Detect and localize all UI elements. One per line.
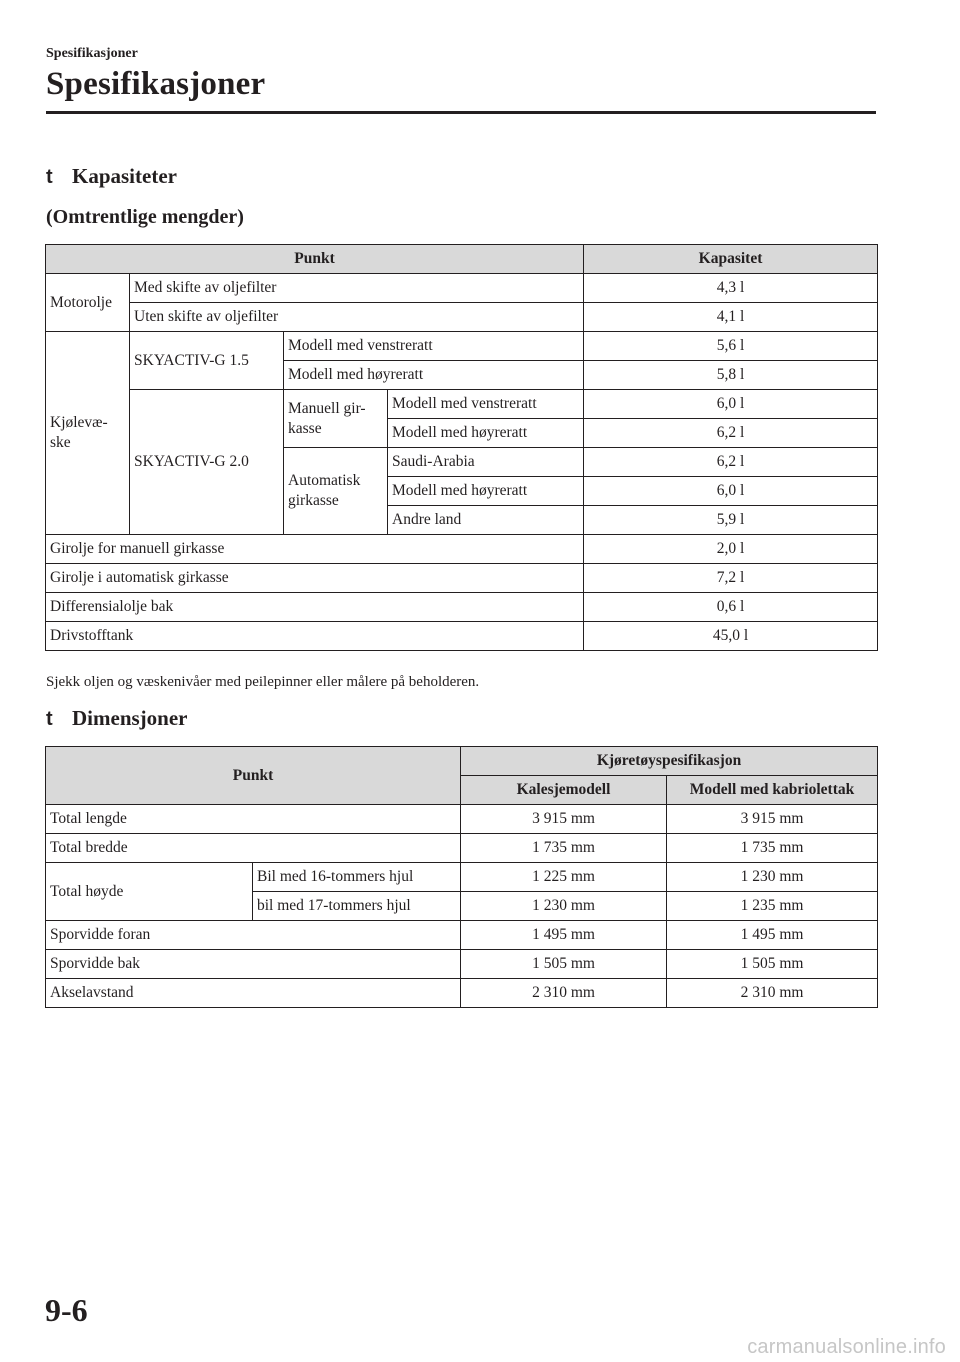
row-label: Bil med 16-tommers hjul [253,863,461,892]
row-value: 1 505 mm [461,950,667,979]
row-value: 1 230 mm [461,892,667,921]
row-value: 6,0 l [584,390,878,419]
table-row [46,332,878,361]
row-value: 7,2 l [584,564,878,593]
capacities-subtitle: (Omtrentlige mengder) [46,206,244,228]
row-value: 5,9 l [584,506,878,535]
coolant-label: Kjølevæ- ske [46,332,130,535]
row-value: 1 735 mm [667,834,878,863]
row-value: 5,6 l [584,332,878,361]
row-value: 3 915 mm [461,805,667,834]
dimensions-table [45,746,878,1008]
capacities-note: Sjekk oljen og væskenivåer med peilepinner eller målere på beholderen. [46,674,480,690]
table-row [46,921,878,950]
capacities-title: Kapasiteter [72,164,177,188]
row-label: Drivstofftank [46,622,584,651]
row-label: Girolje for manuell girkasse [46,535,584,564]
table-row [46,593,878,622]
row-value: 1 225 mm [461,863,667,892]
row-value: 2,0 l [584,535,878,564]
row-label: Sporvidde foran [46,921,461,950]
row-value: 2 310 mm [461,979,667,1008]
transmission-label: Manuell gir- kasse [284,390,388,448]
row-label: Akselavstand [46,979,461,1008]
table-row [46,863,878,892]
page-title: Spesifikasjoner [46,66,266,102]
table-row [46,950,878,979]
header-item: Punkt [46,747,461,805]
table-row [46,622,878,651]
table-header-row [46,747,878,776]
row-label: Modell med høyreratt [388,477,584,506]
table-row [46,805,878,834]
header-item: Punkt [46,245,584,274]
row-value: 1 230 mm [667,863,878,892]
watermark-link[interactable]: carmanualsonline.info [747,1336,946,1358]
row-value: 1 495 mm [461,921,667,950]
row-label: Differensialolje bak [46,593,584,622]
row-label: Total bredde [46,834,461,863]
row-label: Modell med venstreratt [284,332,584,361]
row-label: Andre land [388,506,584,535]
row-label: Modell med venstreratt [388,390,584,419]
row-label: Saudi-Arabia [388,448,584,477]
row-value: 4,3 l [584,274,878,303]
row-value: 6,2 l [584,419,878,448]
header-spec: Kjøretøyspesifikasjon [461,747,878,776]
table-row [46,564,878,593]
row-label: Med skifte av oljefilter [130,274,584,303]
row-label: Modell med høyreratt [388,419,584,448]
header-coupe: Kalesjemodell [461,776,667,805]
row-label: Total lengde [46,805,461,834]
row-value: 3 915 mm [667,805,878,834]
section-bullet-icon: t [46,708,53,730]
row-value: 45,0 l [584,622,878,651]
header-cabrio: Modell med kabriolettak [667,776,878,805]
table-row [46,390,878,419]
row-value: 2 310 mm [667,979,878,1008]
dimensions-heading [46,705,187,732]
page-number: 9-6 [45,1292,88,1328]
row-value: 1 235 mm [667,892,878,921]
engine-label: SKYACTIV-G 1.5 [130,332,284,390]
row-value: 4,1 l [584,303,878,332]
row-value: 1 735 mm [461,834,667,863]
row-value: 1 495 mm [667,921,878,950]
transmission-label: Automatisk girkasse [284,448,388,535]
table-row [46,274,878,303]
row-label: Modell med høyreratt [284,361,584,390]
running-header: Spesifikasjoner [46,46,138,61]
motor-oil-label: Motorolje [46,274,130,332]
row-value: 0,6 l [584,593,878,622]
row-value: 5,8 l [584,361,878,390]
table-row [46,834,878,863]
capacities-heading [46,163,177,190]
row-label: Uten skifte av oljefilter [130,303,584,332]
table-header-row [46,245,878,274]
row-value: 6,0 l [584,477,878,506]
row-label: Sporvidde bak [46,950,461,979]
row-value: 1 505 mm [667,950,878,979]
table-row [46,303,878,332]
dimensions-title: Dimensjoner [72,706,188,730]
header-capacity: Kapasitet [584,245,878,274]
row-label: Girolje i automatisk girkasse [46,564,584,593]
engine-label: SKYACTIV-G 2.0 [130,390,284,535]
row-value: 6,2 l [584,448,878,477]
section-bullet-icon: t [46,166,53,188]
table-row [46,535,878,564]
total-height-label: Total høyde [46,863,253,921]
capacities-table [45,244,878,651]
table-row [46,979,878,1008]
row-label: bil med 17-tommers hjul [253,892,461,921]
header-divider [46,111,876,114]
